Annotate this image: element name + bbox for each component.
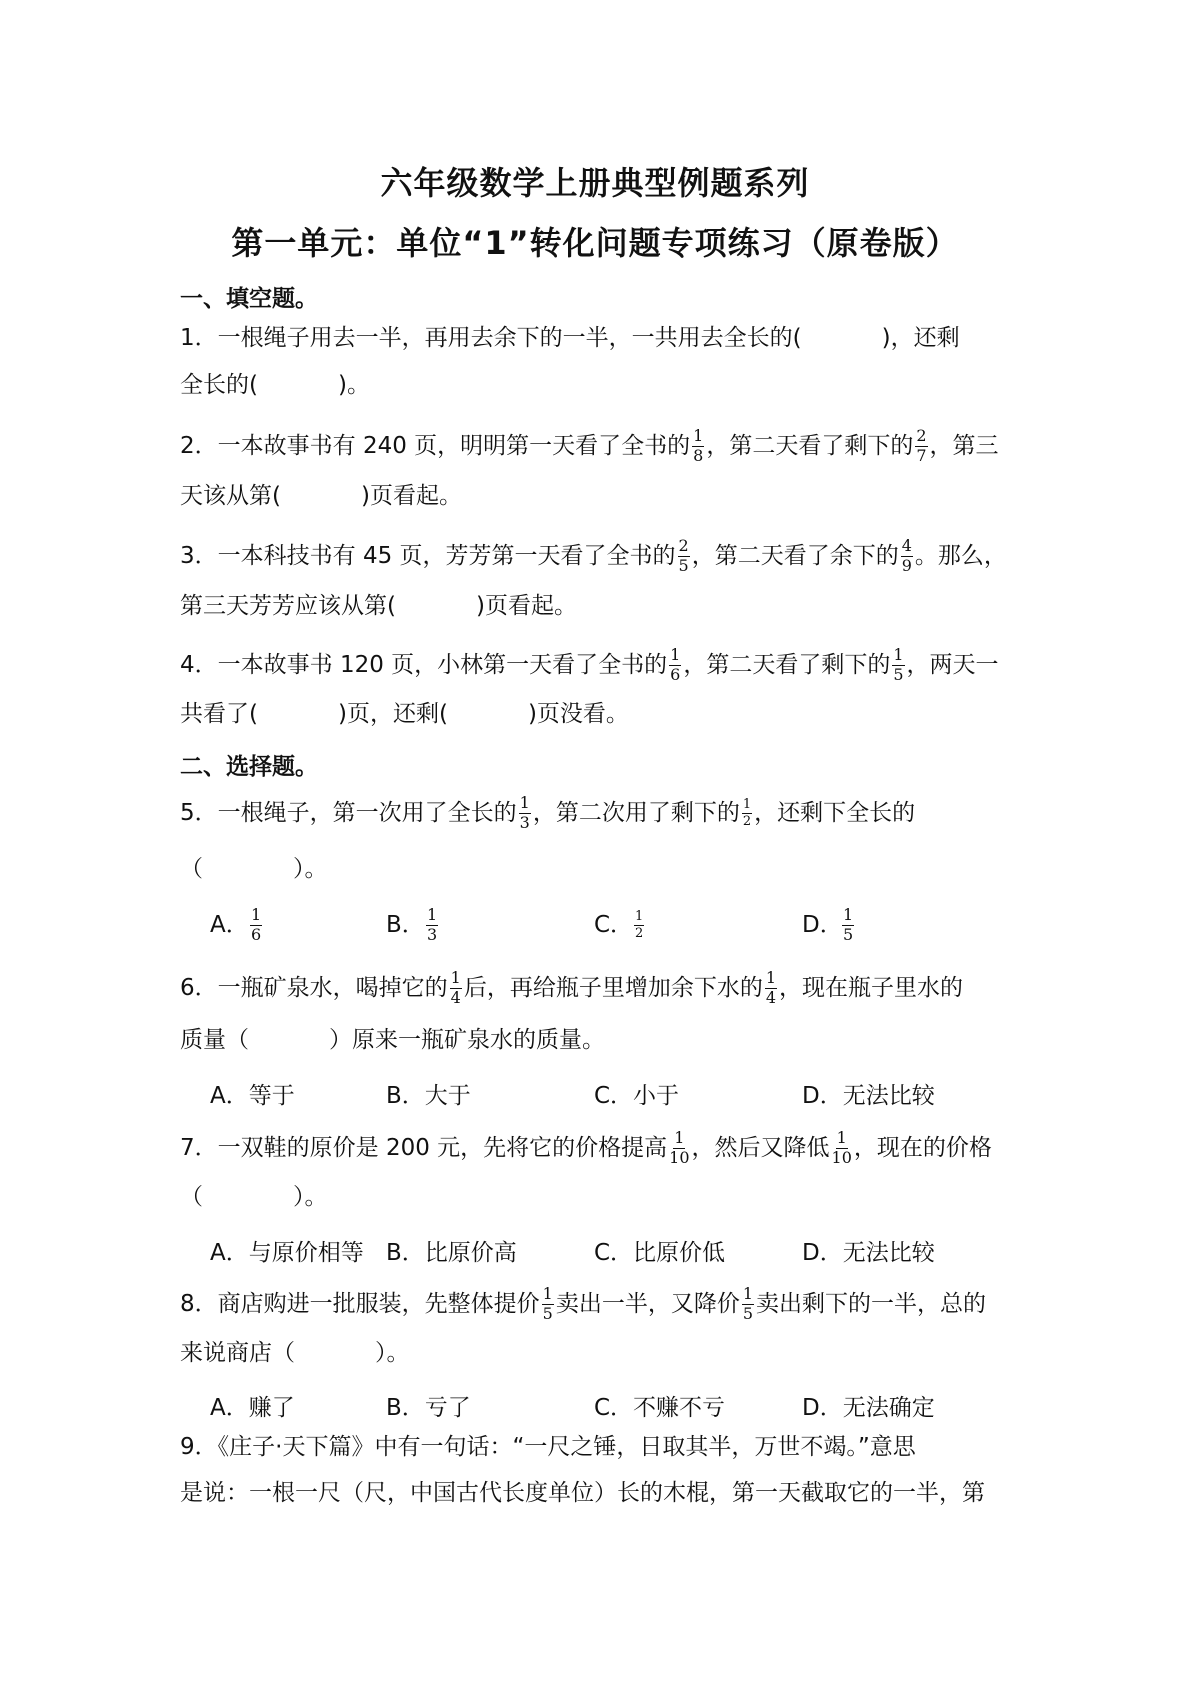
fraction: $\frac{1}{2}$: [742, 797, 752, 829]
fraction: $\frac{2}{7}$: [916, 426, 927, 465]
option-b[interactable]: B．比原价高: [386, 1240, 517, 1266]
option-c[interactable]: C．小于: [594, 1083, 680, 1109]
option-b[interactable]: B．大于: [386, 1083, 471, 1109]
fraction: $\frac{1}{5}$: [742, 1284, 754, 1323]
option-a[interactable]: A． $\frac{1}{6}$: [210, 905, 262, 944]
fraction: $\frac{1}{10}$: [831, 1128, 852, 1167]
fraction: $\frac{4}{9}$: [901, 536, 912, 575]
option-b[interactable]: B． $\frac{1}{3}$: [386, 905, 438, 944]
question-8-line-2: 来说商店（ ）。: [180, 1340, 410, 1366]
question-6-line-2: 质量（ ）原来一瓶矿泉水的质量。: [180, 1027, 605, 1053]
option-a[interactable]: A．与原价相等: [210, 1240, 364, 1266]
question-3-line-2: 第三天芳芳应该从第( )页看起。: [180, 593, 577, 619]
option-d[interactable]: D．无法比较: [802, 1240, 935, 1266]
fraction: $\frac{1}{4}$: [765, 968, 777, 1007]
option-a[interactable]: A．等于: [210, 1083, 295, 1109]
option-d[interactable]: D． $\frac{1}{5}$: [802, 905, 854, 944]
section-fill-blank: 一、填空题。: [180, 286, 318, 312]
fraction: $\frac{1}{5}$: [843, 905, 854, 944]
option-a[interactable]: A．赚了: [210, 1395, 295, 1421]
option-c[interactable]: C．不赚不亏: [594, 1395, 726, 1421]
option-d[interactable]: D．无法确定: [802, 1395, 935, 1421]
question-7-line-2: （ ）。: [180, 1184, 328, 1210]
question-8-line-1: 8．商店购进一批服装，先整体提价 $\frac{1}{5}$ 卖出一半，又降价 $\frac{1}{5}$ 卖出剩下的一半，总的: [180, 1284, 987, 1323]
fraction: $\frac{1}{3}$: [519, 793, 530, 832]
question-5-line-2: （ ）。: [180, 856, 328, 882]
question-7-line-1: 7．一双鞋的原价是 200 元，先将它的价格提高 $\frac{1}{10}$ ，然后又降低 $\frac{1}{10}$ ，现在的价格: [180, 1128, 992, 1167]
page-title: 六年级数学上册典型例题系列: [380, 164, 810, 202]
question-4-line-1: 4．一本故事书 120 页，小林第一天看了全书的 $\frac{1}{6}$ ，第二天看了剩下的 $\frac{1}{5}$ ，两天一: [180, 645, 999, 684]
option-d[interactable]: D．无法比较: [802, 1083, 935, 1109]
option-b[interactable]: B．亏了: [386, 1395, 471, 1421]
question-2-line-1: 2．一本故事书有 240 页，明明第一天看了全书的 $\frac{1}{8}$ ，第二天看了剩下的 $\frac{2}{7}$ ，第三: [180, 426, 999, 465]
question-3-line-1: 3．一本科技书有 45 页，芳芳第一天看了全书的 $\frac{2}{5}$ ，第二天看了余下的 $\frac{4}{9}$ 。那么，: [180, 536, 1007, 575]
fraction: $\frac{1}{5}$: [893, 645, 904, 684]
fraction: $\frac{1}{8}$: [693, 426, 704, 465]
option-c[interactable]: C．比原价低: [594, 1240, 726, 1266]
question-6-line-1: 6．一瓶矿泉水，喝掉它的 $\frac{1}{4}$ 后，再给瓶子里增加余下水的 $\frac{1}{4}$ ，现在瓶子里水的: [180, 968, 964, 1007]
question-5-line-1: 5．一根绳子，第一次用了全长的 $\frac{1}{3}$ ，第二次用了剩下的 $\frac{1}{2}$ ，还剩下全长的: [180, 793, 916, 832]
option-c[interactable]: C． $\frac{1}{2}$: [594, 909, 644, 941]
question-4-line-2: 共看了( )页，还剩( )页没看。: [180, 701, 629, 727]
fraction: $\frac{1}{2}$: [635, 909, 644, 941]
question-1-line-2: 全长的( )。: [180, 372, 370, 398]
fraction: $\frac{1}{6}$: [251, 905, 262, 944]
fraction: $\frac{1}{3}$: [427, 905, 438, 944]
fraction: $\frac{1}{6}$: [670, 645, 681, 684]
fraction: $\frac{2}{5}$: [678, 536, 689, 575]
fraction: $\frac{1}{4}$: [450, 968, 461, 1007]
question-1-line-1: 1．一根绳子用去一半，再用去余下的一半，一共用去全长的( )，还剩: [180, 325, 960, 351]
page-subtitle: 第一单元：单位“1”转化问题专项练习（原卷版）: [231, 224, 959, 262]
fraction: $\frac{1}{5}$: [542, 1284, 553, 1323]
question-9-line-2: 是说：一根一尺（尺，中国古代长度单位）长的木棍，第一天截取它的一半，第: [180, 1480, 985, 1506]
question-9-line-1: 9．《庄子·天下篇》中有一句话：“一尺之锤，日取其半，万世不竭。”意思: [180, 1434, 916, 1460]
section-multiple-choice: 二、选择题。: [180, 754, 318, 780]
fraction: $\frac{1}{10}$: [669, 1128, 690, 1167]
question-2-line-2: 天该从第( )页看起。: [180, 483, 462, 509]
